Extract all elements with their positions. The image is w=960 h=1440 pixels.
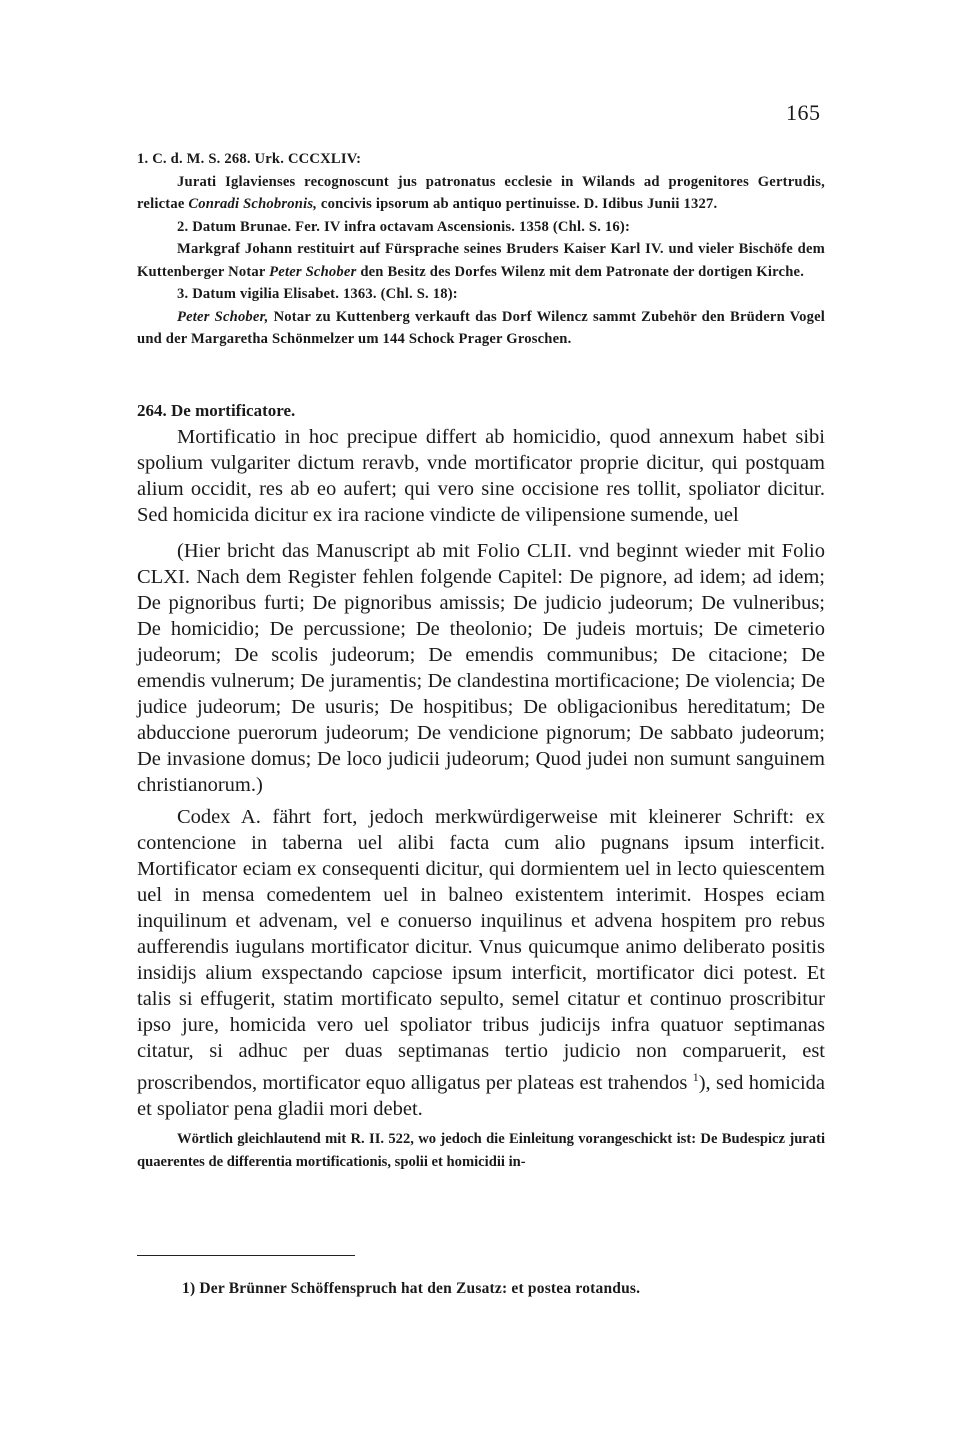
closing-note: Wörtlich gleichlautend mit R. II. 522, wo jedoch die Einleitung vorangeschickt ist: De Budespicz jurati quaerentes de differentia mortificationis, spolii et homicidii in-	[137, 1130, 825, 1170]
note-3-heading: 3. Datum vigilia Elisabet. 1363. (Chl. S. 18):	[177, 286, 458, 302]
footnote: 1) Der Brünner Schöffenspruch hat den Zusatz: et postea rotandus.	[182, 1280, 641, 1297]
note-2-text: Markgraf Johann restituirt auf Fürsprache seines Bruders Kaiser Karl IV. und vieler Bischöfe dem Kuttenberger Notar Peter Schober den Besitz des Dorfes Wilenz mit dem Patronate der dortigen Kirche.	[137, 241, 825, 280]
note-1-heading: 1. C. d. M. S. 268. Urk. CCCXLIV:	[137, 151, 362, 167]
footnote-divider	[137, 1255, 355, 1256]
note-2-heading: 2. Datum Brunae. Fer. IV infra octavam Ascensionis. 1358 (Chl. S. 16):	[177, 218, 631, 235]
notes-block	[137, 148, 825, 351]
section-heading: 264. De mortificatore.	[137, 401, 296, 420]
section-body	[137, 398, 825, 1174]
paragraph-2: (Hier bricht das Manuscript ab mit Folio CLII. vnd beginnt wieder mit Folio CLXI. Nach dem Register fehlen folgende Capitel: De pignore, ad idem; ad idem; De pignoribus furti; De pignoribus amissis; De judicio judeorum; De vulneribus; De homicidio; De percussione; De theolonio; De judeis mortuis; De cimeterio judeorum; De scolis judeorum; De emendis communibus; De citacione; De emendis vulnerum; De juramentis; De clandestina mortificacione; De violencia; De judice judeorum; De usuris; De hospitibus; De obligacionibus hereditatum; De abduccione puerorum judeorum; De vendicione pignorum; De sabbato judeorum; De invasione domus; De loco judicii judeorum; Quod judei non sumunt sanguinem christianorum.)	[137, 540, 825, 796]
paragraph-3: Codex A. fährt fort, jedoch merkwürdigerweise mit kleinerer Schrift: ex contencione in taberna uel alibi facta cum alio pugnans ipsum interficit. Mortificator eciam ex consequenti dicitur, qui dormientem uel in lecto quiescentem uel in mensa comedentem uel in balneo existentem interimit. Hospes eciam inquilinum et advenam, vel e conuerso inquilinus et advena hospitem pro rebus aufferendis iugulans mortificator dicitur. Vnus quicumque animo deliberato positis insidijs alium exspectando capciose ipsum interficit, mortificator dici potest. Et talis si effugerit, statim mortificato sepulto, semel citatur et continuo proscribitur ipso jure, homicida vero uel spoliator tribus judicijs infra quatuor septimanas citatur, si adhuc per duas septimanas tertio judicio non comparuerit, est proscribendos, mortificator equo alligatus per plateas est trahendos $^1$), sed homicida et spoliator pena gladii mori debet.	[137, 806, 826, 1120]
paragraph-1: Mortificatio in hoc precipue differt ab homicidio, quod annexum habet sibi spolium vulgariter dictum reravb, vnde mortificator proprie dicitur, qui postquam alium occidit, res ab eo aufert; qui vero sine occisione res tollit, spoliator dicitur. Sed homicida dicitur ex ira racione vindicte de vilipensione sumende, uel	[137, 426, 825, 526]
page-number: 165	[786, 100, 821, 125]
note-1-text: Jurati Iglavienses recognoscunt jus patronatus ecclesie in Wilands ad progenitores Gertrudis, relictae Conradi Schobronis, concivis ipsorum ab antiquo pertinuisse. D. Idibus Junii 1327.	[137, 173, 825, 212]
note-3-text: Peter Schober, Notar zu Kuttenberg verkauft das Dorf Wilencz sammt Zubehör den Brüdern Vogel und der Margaretha Schönmelzer um 144 Schock Prager Groschen.	[137, 308, 826, 347]
